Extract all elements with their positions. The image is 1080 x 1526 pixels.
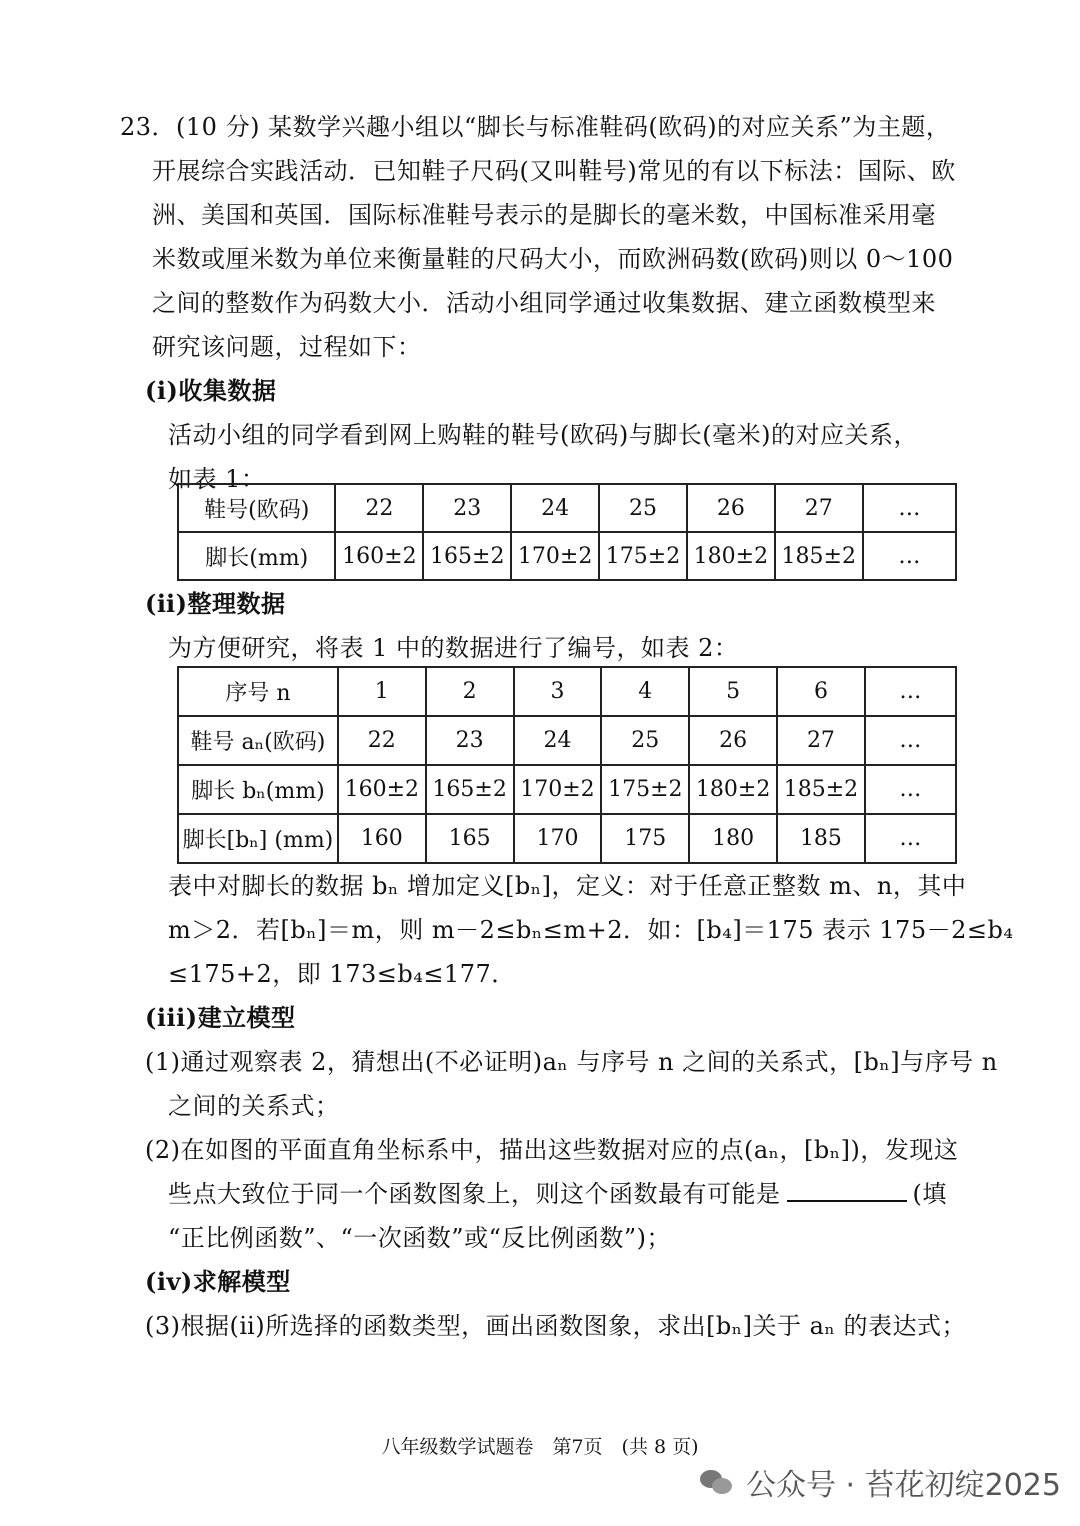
table-cell: 23 [426, 716, 514, 765]
table-cell: 24 [511, 484, 599, 532]
wechat-icon [700, 1468, 736, 1496]
table-cell: 2 [426, 667, 514, 716]
table-cell: 185 [777, 814, 865, 863]
table-row-label: 脚长[bₙ] (mm) [178, 814, 338, 863]
section-2-text-1: 为方便研究，将表 1 中的数据进行了编号，如表 2： [168, 634, 739, 662]
question-2-line-3: “正比例函数”、“一次函数”或“反比例函数”)； [168, 1224, 671, 1252]
table-cell: 160±2 [335, 532, 423, 580]
table-cell: 170 [514, 814, 602, 863]
table-cell: 26 [689, 716, 777, 765]
watermark-text: 公众号 · 苔花初绽2025 [746, 1468, 1061, 1503]
section-3-title: (iii)建立模型 [145, 1003, 296, 1032]
table-cell: 175 [601, 814, 689, 863]
table-cell: 22 [338, 716, 426, 765]
table-cell: 26 [687, 484, 775, 532]
table-cell: 180 [689, 814, 777, 863]
question-2-line-2 [168, 1178, 947, 1210]
section-1-text-2: 如表 1： [168, 465, 266, 493]
table-cell: 165 [426, 814, 514, 863]
table-cell: 22 [335, 484, 423, 532]
table-2-row-foot-length-rounded [178, 814, 956, 863]
question-line-1: 23．(10 分) 某数学兴趣小组以“脚长与标准鞋码(欧码)的对应关系”为主题， [120, 113, 951, 141]
table-cell: 175±2 [599, 532, 687, 580]
table-cell: 160 [338, 814, 426, 863]
table-cell: 185±2 [777, 765, 865, 814]
table-2-row-foot-length [178, 765, 956, 814]
table-1 [177, 483, 957, 581]
table-2-row-shoe-size [178, 716, 956, 765]
table-1-row-foot-length [178, 532, 956, 580]
table-cell: … [865, 765, 956, 814]
question-line-2: 开展综合实践活动．已知鞋子尺码(又叫鞋号)常见的有以下标法：国际、欧 [152, 157, 956, 185]
question-2-line-1: (2)在如图的平面直角坐标系中，描出这些数据对应的点(aₙ，[bₙ])，发现这 [145, 1136, 959, 1164]
table-cell: 鞋号(欧码) [178, 484, 335, 532]
table-cell: 5 [689, 667, 777, 716]
table-cell: 160±2 [338, 765, 426, 814]
question-3: (3)根据(ⅱ)所选择的函数类型，画出函数图象，求出[bₙ]关于 aₙ 的表达式； [145, 1312, 966, 1340]
table-1-row-shoe-size [178, 484, 956, 532]
page-footer: 八年级数学试题卷 第7页 (共 8 页) [381, 1436, 699, 1458]
table-cell: 27 [775, 484, 863, 532]
table-cell: 脚长(mm) [178, 532, 335, 580]
table-cell: 3 [514, 667, 602, 716]
question-1-line-2: 之间的关系式； [168, 1092, 340, 1120]
table-cell: 165±2 [426, 765, 514, 814]
table-2-row-index [178, 667, 956, 716]
table-2 [177, 666, 957, 864]
table-cell: … [863, 532, 956, 580]
section-2-title: (ⅱ)整理数据 [145, 589, 286, 618]
definition-line-2: m＞2．若[bₙ]＝m，则 m－2≤bₙ≤m+2．如：[b₄]＝175 表示 175－2≤b₄ [168, 916, 1014, 944]
watermark [700, 1460, 1061, 1504]
question-1-line-1: (1)通过观察表 2，猜想出(不必证明)aₙ 与序号 n 之间的关系式，[bₙ]与序号 n [145, 1048, 998, 1076]
definition-line-1: 表中对脚长的数据 bₙ 增加定义[bₙ]，定义：对于任意正整数 m、n，其中 [168, 872, 967, 900]
table-cell: 25 [599, 484, 687, 532]
question-line-6: 研究该问题，过程如下： [152, 333, 422, 361]
table-row-label: 序号 n [178, 667, 338, 716]
question-line-5: 之间的整数作为码数大小．活动小组同学通过收集数据、建立函数模型来 [152, 289, 936, 317]
table-cell: 175±2 [601, 765, 689, 814]
section-1-text-1: 活动小组的同学看到网上购鞋的鞋号(欧码)与脚长(毫米)的对应关系， [168, 421, 918, 449]
table-cell: 24 [514, 716, 602, 765]
question-2-line-2-text: 些点大致位于同一个函数图象上，则这个函数最有可能是 [168, 1180, 781, 1208]
table-cell: 170±2 [514, 765, 602, 814]
table-cell: 1 [338, 667, 426, 716]
table-row-label: 鞋号 aₙ(欧码) [178, 716, 338, 765]
question-line-4: 米数或厘米数为单位来衡量鞋的尺码大小，而欧洲码数(欧码)则以 0～100 [152, 245, 954, 273]
table-cell: … [865, 716, 956, 765]
table-cell: 6 [777, 667, 865, 716]
table-row-label: 脚长 bₙ(mm) [178, 765, 338, 814]
section-4-title: (iv)求解模型 [145, 1267, 291, 1296]
table-cell: 25 [601, 716, 689, 765]
definition-line-3: ≤175+2，即 173≤b₄≤177． [168, 960, 516, 988]
table-cell: 170±2 [511, 532, 599, 580]
answer-blank[interactable] [787, 1178, 907, 1202]
question-2-line-2-tail: (填 [912, 1180, 947, 1208]
table-cell: … [865, 667, 956, 716]
table-cell: 4 [601, 667, 689, 716]
table-cell: 165±2 [423, 532, 511, 580]
table-cell: 180±2 [687, 532, 775, 580]
question-line-3: 洲、美国和英国．国际标准鞋号表示的是脚长的毫米数，中国标准采用毫 [152, 201, 936, 229]
table-cell: 180±2 [689, 765, 777, 814]
section-1-title: (ⅰ)收集数据 [145, 376, 277, 405]
table-cell: 27 [777, 716, 865, 765]
table-cell: … [863, 484, 956, 532]
table-cell: 23 [423, 484, 511, 532]
table-cell: … [865, 814, 956, 863]
table-cell: 185±2 [775, 532, 863, 580]
